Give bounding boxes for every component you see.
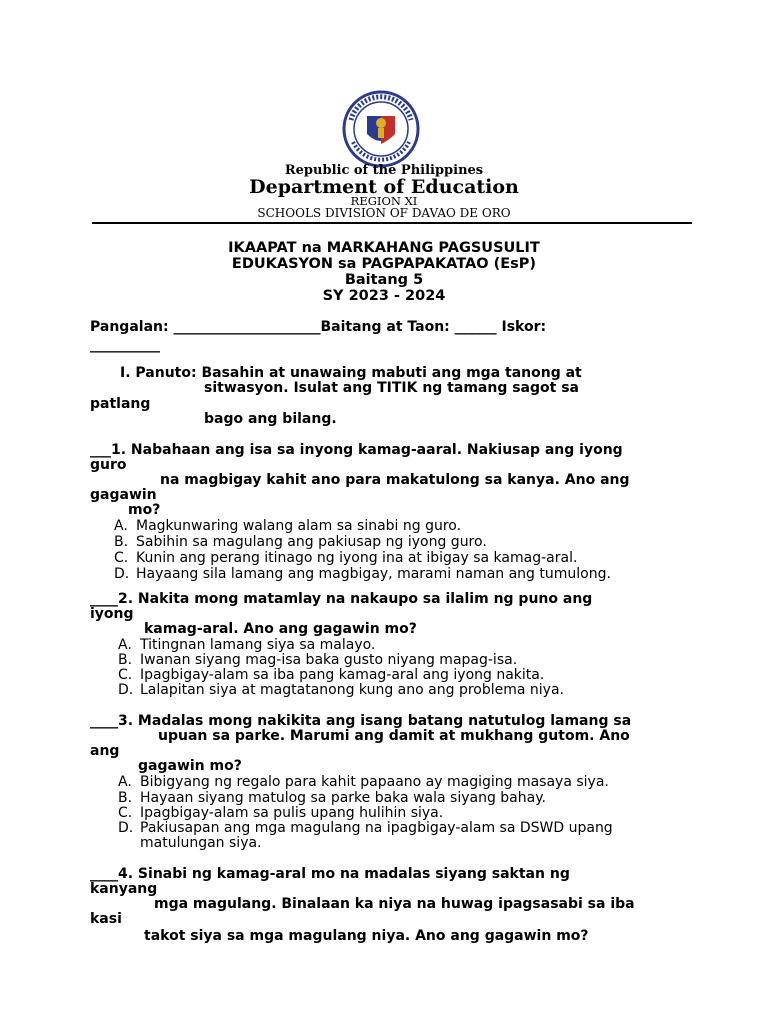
question-1-line: gagawin — [90, 487, 157, 503]
division-header: SCHOOLS DIVISION OF DAVAO DE ORO — [257, 206, 511, 220]
option-text: Ipagbigay-alam sa iba pang kamag-aral ang iyong nakita. — [140, 667, 545, 683]
option-letter: A. — [114, 518, 128, 534]
option-text: Iwanan siyang mag-isa baka gusto niyang mapag-isa. — [140, 652, 518, 668]
option-text: matulungan siya. — [140, 835, 262, 851]
exam-title: IKAAPAT na MARKAHANG PAGSUSULIT — [228, 240, 540, 256]
question-1-line: guro — [90, 457, 127, 473]
question-3-line: ____3. Madalas mong nakikita ang isang batang natutulog lamang sa — [90, 713, 632, 729]
option-text: Hayaan siyang matulog sa parke baka wala siyang bahay. — [140, 790, 546, 806]
option-letter: D. — [114, 566, 130, 582]
question-2-line: kamag-aral. Ano ang gagawin mo? — [144, 621, 417, 637]
school-year-title: SY 2023 - 2024 — [322, 288, 446, 304]
option-text: Kunin ang perang itinago ng iyong ina at ibigay sa kamag-aral. — [136, 550, 578, 566]
subject-title: EDUKASYON sa PAGPAPAKATAO (EsP) — [231, 256, 537, 272]
question-3-line: gagawin mo? — [138, 758, 242, 774]
instructions-line: patlang — [90, 396, 151, 412]
question-2-line: iyong — [90, 606, 134, 622]
question-3-line: ang — [90, 743, 120, 759]
option-letter: C. — [118, 805, 133, 821]
student-info-line-2: __________ — [90, 337, 160, 353]
question-2-line: ____2. Nakita mong matamlay na nakaupo sa ilalim ng puno ang — [90, 591, 593, 607]
option-text: Titingnan lamang siya sa malayo. — [140, 637, 376, 653]
question-1-line: na magbigay kahit ano para makatulong sa kanya. Ano ang — [160, 472, 630, 488]
option-text: Hayaang sila lamang ang magbigay, marami naman ang tumulong. — [136, 566, 611, 582]
option-letter: A. — [118, 637, 132, 653]
question-3-line: upuan sa parke. Marumi ang damit at mukhang gutom. Ano — [158, 728, 630, 744]
question-1-line: mo? — [128, 502, 161, 518]
question-4-line: ____4. Sinabi ng kamag-aral mo na madalas siyang saktan ng — [90, 866, 570, 882]
option-letter: C. — [114, 550, 129, 566]
student-info-line: Pangalan: _____________________Baitang at Taon: ______ Iskor: — [90, 319, 547, 335]
question-4-line: mga magulang. Binalaan ka niya na huwag ipagsasabi sa iba — [154, 896, 635, 912]
department-header: Department of Education — [249, 176, 519, 198]
instructions-line: sitwasyon. Isulat ang TITIK ng tamang sagot sa — [204, 380, 579, 396]
instructions-line: bago ang bilang. — [204, 411, 337, 427]
option-letter: D. — [118, 682, 134, 698]
option-letter: A. — [118, 774, 132, 790]
option-letter: C. — [118, 667, 133, 683]
question-1-line: ___1. Nabahaan ang isa sa inyong kamag-aaral. Nakiusap ang iyong — [90, 442, 623, 458]
option-letter: B. — [118, 652, 133, 668]
question-4-line: kasi — [90, 911, 122, 927]
deped-seal-logo — [331, 90, 431, 168]
option-text: Bibigyang ng regalo para kahit papaano ay magiging masaya siya. — [140, 774, 609, 790]
grade-title: Baitang 5 — [344, 272, 424, 288]
option-text: Magkunwaring walang alam sa sinabi ng guro. — [136, 518, 462, 534]
instructions-line: I. Panuto: Basahin at unawaing mabuti ang mga tanong at — [120, 365, 582, 381]
question-4-line: kanyang — [90, 881, 158, 897]
region-header: REGION XI — [350, 194, 418, 208]
option-letter: B. — [114, 534, 129, 550]
option-letter: D. — [118, 820, 134, 836]
header-divider — [92, 222, 692, 224]
option-text: Ipagbigay-alam sa pulis upang hulihin siya. — [140, 805, 444, 821]
option-text: Lalapitan siya at magtatanong kung ano ang problema niya. — [140, 682, 564, 698]
republic-header: Republic of the Philippines — [284, 163, 484, 178]
question-4-line: takot siya sa mga magulang niya. Ano ang gagawin mo? — [144, 928, 589, 944]
option-text: Sabihin sa magulang ang pakiusap ng iyong guro. — [136, 534, 487, 550]
option-letter: B. — [118, 790, 133, 806]
option-text: Pakiusapan ang mga magulang na ipagbigay-alam sa DSWD upang — [140, 820, 613, 836]
